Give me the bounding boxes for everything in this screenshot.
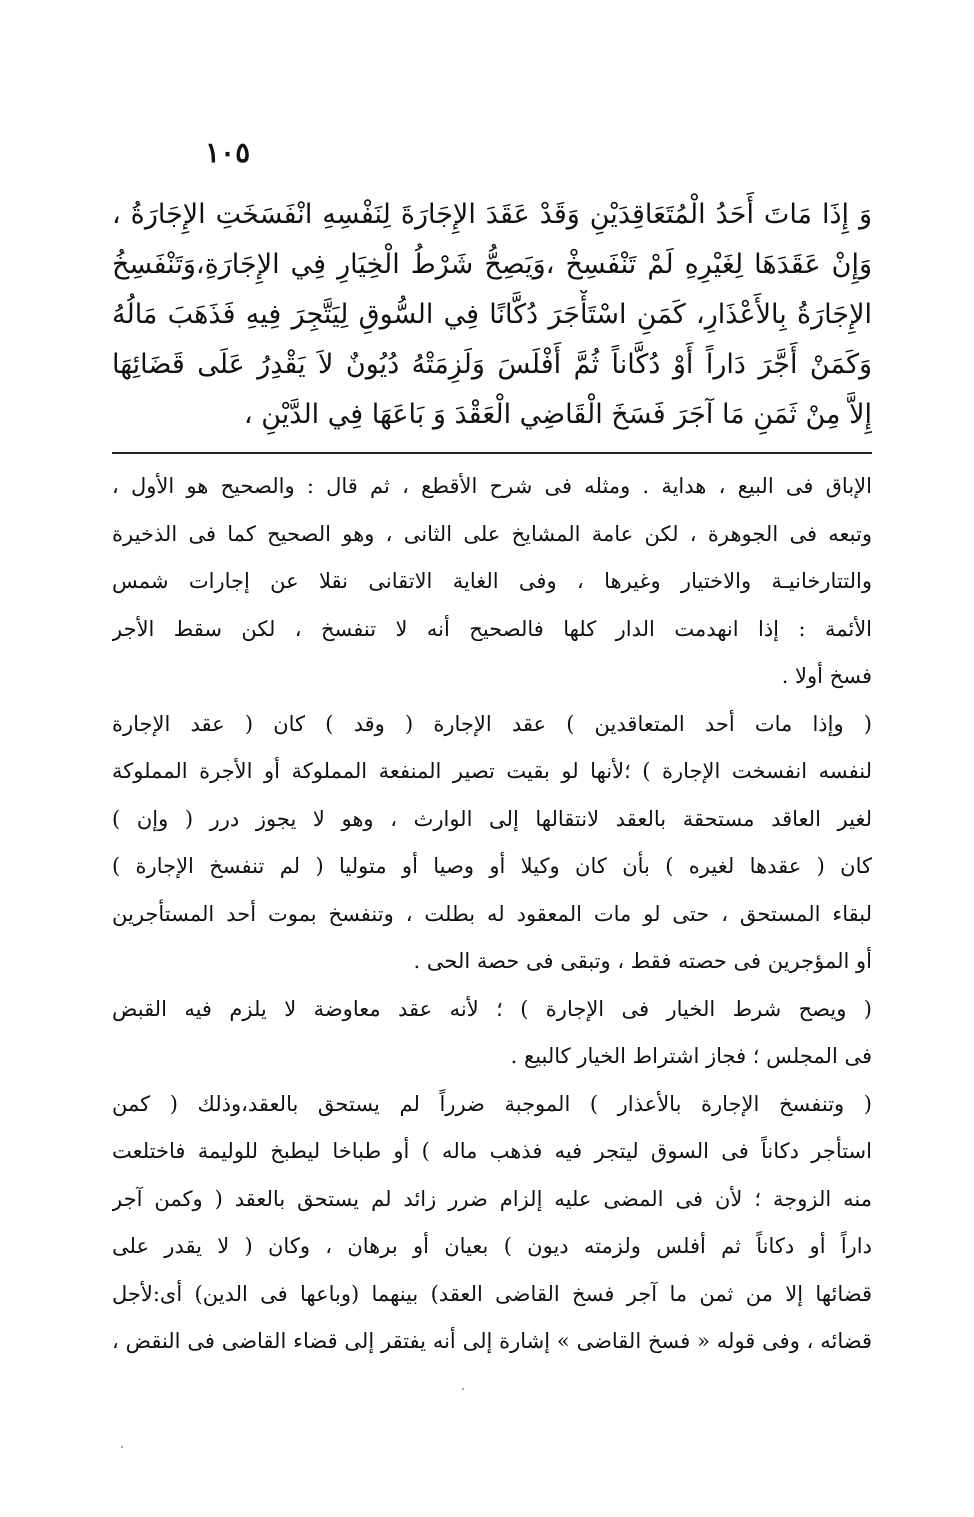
main-text-line: وَكَمَنْ أَجَّرَ دَاراً أَوْ دُكَّاناً ثُمَّ أَفْلَسَ وَلَزِمَتْهُ دُيُونٌ لاَ يَقْدِرُ عَلَى قَضَائِهَا xyxy=(112,349,872,380)
commentary-line: والتتارخانيـة والاختيار وغيرها ، وفى الغاية الاتقانى نقلا عن إجارات شمس xyxy=(112,569,872,593)
section-divider xyxy=(112,452,872,454)
commentary-line: قضائه ، وفى قوله « فسخ القاضى » إشارة إلى أنه يفتقر إلى قضاء القاضى فى النقض ، xyxy=(112,1329,872,1353)
commentary-line: ( ويصح شرط الخيار فى الإجارة ) ؛ لأنه عقد معاوضة لا يلزم فيه القبض xyxy=(112,996,872,1021)
commentary-line: لنفسه انفسخت الإجارة ) ؛لأنها لو بقيت تصير المنفعة المملوكة أو الأجرة المملوكة xyxy=(112,759,872,783)
commentary-line: لغير العاقد مستحقة بالعقد لانتقالها إلى الوارث ، وهو لا يجوز درر ( وإن ) xyxy=(112,806,872,831)
commentary-line: ( وتنفسخ الإجارة بالأعذار ) الموجبة ضرراً لم يستحق بالعقد،وذلك ( كمن xyxy=(112,1091,872,1116)
commentary-line: فى المجلس ؛ فجاز اشتراط الخيار كالبيع . xyxy=(510,1044,872,1068)
commentary-line: استأجر دكاناً فى السوق ليتجر فيه فذهب ماله ) أو طباخا ليطبخ للوليمة فاختلعت xyxy=(112,1139,872,1163)
commentary-line: ( وإذا مات أحد المتعاقدين ) عقد الإجارة ( وقد ) كان ( عقد الإجارة xyxy=(112,711,872,736)
commentary-line: داراً أو دكاناً ثم أفلس ولزمته ديون ) بعيان أو برهان ، وكان ( لا يقدر على xyxy=(112,1234,872,1258)
commentary-line: منه الزوجة ؛ لأن فى المضى عليه إلزام ضرر زائد لم يستحق بالعقد ( وكمن آجر xyxy=(112,1186,872,1211)
main-text-block xyxy=(112,190,872,440)
commentary-line: لبقاء المستحق ، حتى لو مات المعقود له بطلت ، وتنفسخ بموت أحد المستأجرين xyxy=(112,901,872,926)
page-number: ١٠٥ xyxy=(205,136,251,169)
scan-speck xyxy=(462,1388,464,1390)
commentary-line: الأئمة : إذا انهدمت الدار كلها فالصحيح أنه لا تنفسخ ، لكن سقط الأجر xyxy=(112,616,872,641)
commentary-line: كان ( عقدها لغيره ) بأن كان وكيلا أو وصيا أو متوليا ( لم تنفسخ الإجارة ) xyxy=(112,854,872,878)
commentary-line: قضائها إلا من ثمن ما آجر فسخ القاضى العقد) بينهما (وباعها فى الدين) أى:لأجل xyxy=(112,1281,872,1306)
commentary-line: أو المؤجرين فى حصته فقط ، وتبقى فى حصة الحى . xyxy=(413,949,872,973)
commentary-block xyxy=(112,463,872,1366)
main-text-line: وَإِنْ عَقَدَهَا لِغَيْرِهِ لَمْ تَنْفَسِخْ ،وَيَصِحُّ شَرْطُ الْخِيَارِ فِي الإِجَارَةِ،وَتَنْفَسِخُ xyxy=(112,249,872,280)
scan-speck xyxy=(121,1446,123,1448)
commentary-line: وتبعه فى الجوهرة ، لكن عامة المشايخ على الثانى ، وهو الصحيح كما فى الذخيرة xyxy=(112,521,872,546)
main-text-line: إِلاَّ مِنْ ثَمَنِ مَا آجَرَ فَسَخَ الْقَاضِي الْعَقْدَ وَ بَاعَهَا فِي الدَّيْنِ ، xyxy=(243,399,872,430)
commentary-line: الإباق فى البيع ، هداية . ومثله فى شرح الأقطع ، ثم قال : والصحيح هو الأول ، xyxy=(112,474,872,498)
commentary-line: فسخ أولا . xyxy=(781,664,872,688)
main-text-line: وَ إِذَا مَاتَ أَحَدُ الْمُتَعَاقِدَيْنِ وَقَدْ عَقَدَ الإِجَارَةَ لِنَفْسِهِ انْفَسَخَتِ الإِجَارَةُ ، xyxy=(112,199,872,230)
main-text-line: الإِجَارَةُ بِالأَعْذَارِ، كَمَنِ اسْتَأْجَرَ دُكَّانًا فِي السُّوقِ لِيَتَّجِرَ فِيهِ فَذَهَبَ مَالُهُ xyxy=(112,299,872,330)
